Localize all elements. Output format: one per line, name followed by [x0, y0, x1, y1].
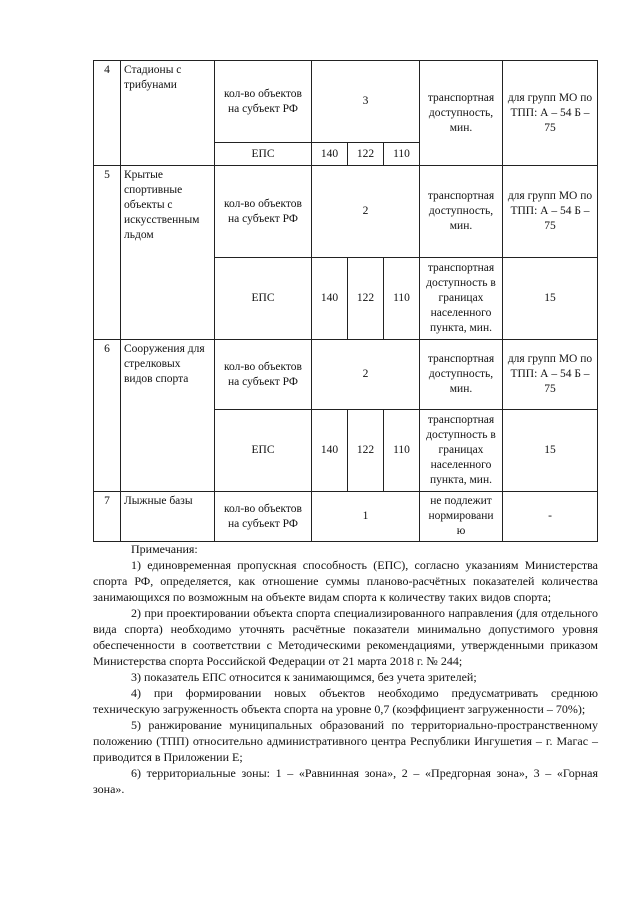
table-row [94, 340, 598, 410]
access-value: для групп МО по ТПП: А – 54 Б – 75 [503, 340, 598, 410]
eps-value-1: 140 [312, 410, 348, 492]
note-item-5: 5) ранжирование муниципальных образований по территориально-пространственному положению (ТПП) относительно административного центра Республики Ингушетия – г. Магас – приводится в Приложении Е; [93, 718, 598, 764]
eps-label: ЕПС [215, 258, 312, 340]
eps-value-3: 110 [384, 258, 420, 340]
facility-name: Стадионы с трибунами [121, 61, 215, 166]
count-value: 2 [312, 340, 420, 410]
access-label: транспортная доступность, мин. [420, 166, 503, 258]
note-item-2: 2) при проектировании объекта спорта специализированного направления (для отдельного вида спорта) необходимо уточнять расчётные показатели минимально допустимого уровня обеспеченности в соответствии с Методическими рекомендациями, утвержденными приказом Министерства спорта Российской Федерации от 21 марта 2018 г. № 244; [93, 606, 598, 668]
count-label: кол-во объектов на субъект РФ [215, 492, 312, 542]
access-label: транспортная доступность, мин. [420, 61, 503, 166]
note-item-3: 3) показатель ЕПС относится к занимающимся, без учета зрителей; [131, 670, 477, 684]
norms-table [93, 60, 598, 542]
facility-name: Лыжные базы [121, 492, 215, 542]
row-number: 4 [94, 61, 121, 166]
note-item-1: 1) единовременная пропускная способность (ЕПС), согласно указаниям Министерства спорта РФ, определяется, как отношение суммы планово-расчётных показателей количества занимающихся по возможным на объекте видам спорта к количеству таких видов спорта; [93, 558, 598, 604]
count-label: кол-во объектов на субъект РФ [215, 61, 312, 143]
note-item-6: 6) территориальные зоны: 1 – «Равнинная зона», 2 – «Предгорная зона», 3 – «Горная зона». [93, 766, 598, 796]
access-value: для групп МО по ТПП: А – 54 Б – 75 [503, 166, 598, 258]
notes-title: Примечания: [131, 542, 198, 556]
access-label: не подлежит нормировани ю [420, 492, 503, 542]
facility-name: Сооружения для стрелковых видов спорта [121, 340, 215, 492]
eps-value-1: 140 [312, 258, 348, 340]
eps-access-value: 15 [503, 258, 598, 340]
eps-value-3: 110 [384, 143, 420, 166]
eps-value-2: 122 [348, 143, 384, 166]
count-label: кол-во объектов на субъект РФ [215, 340, 312, 410]
eps-value-2: 122 [348, 258, 384, 340]
row-number: 7 [94, 492, 121, 542]
table-row [94, 61, 598, 143]
eps-value-1: 140 [312, 143, 348, 166]
eps-access-value: 15 [503, 410, 598, 492]
eps-label: ЕПС [215, 410, 312, 492]
table-row [94, 492, 598, 542]
note-item-4: 4) при формировании новых объектов необходимо предусматривать среднюю техническую загруженность объекта спорта на уровне 0,7 (коэффициент загруженности – 70%); [93, 686, 598, 716]
eps-label: ЕПС [215, 143, 312, 166]
table-row [94, 166, 598, 258]
facility-name: Крытые спортивные объекты с искусственным льдом [121, 166, 215, 340]
access-label: транспортная доступность, мин. [420, 340, 503, 410]
eps-access-label: транспортная доступность в границах населенного пункта, мин. [420, 410, 503, 492]
row-number: 6 [94, 340, 121, 492]
notes-section [93, 541, 598, 797]
access-value: для групп МО по ТПП: А – 54 Б – 75 [503, 61, 598, 166]
eps-value-3: 110 [384, 410, 420, 492]
count-value: 1 [312, 492, 420, 542]
row-number: 5 [94, 166, 121, 340]
access-value: - [503, 492, 598, 542]
count-value: 2 [312, 166, 420, 258]
count-label: кол-во объектов на субъект РФ [215, 166, 312, 258]
count-value: 3 [312, 61, 420, 143]
eps-value-2: 122 [348, 410, 384, 492]
eps-access-label: транспортная доступность в границах населенного пункта, мин. [420, 258, 503, 340]
